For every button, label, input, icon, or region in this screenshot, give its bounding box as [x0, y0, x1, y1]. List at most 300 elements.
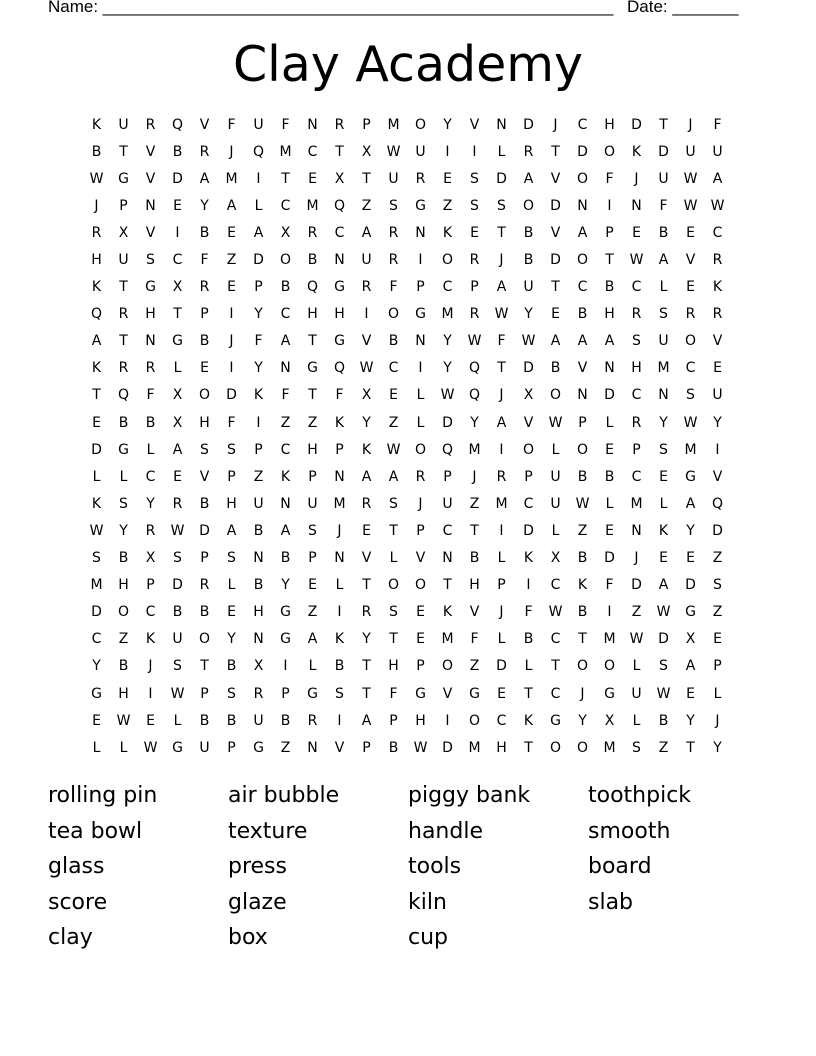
grid-row	[83, 355, 731, 382]
word-list-item: glaze	[228, 889, 287, 915]
grid-cell: E	[713, 360, 722, 377]
word-list-item: box	[228, 925, 268, 950]
grid-cell: I	[418, 252, 423, 269]
grid-cell: I	[607, 604, 612, 621]
grid-cell: C	[172, 252, 183, 269]
grid-cell: U	[658, 333, 669, 350]
grid-cell: Z	[361, 197, 372, 214]
grid-cell: E	[497, 685, 506, 702]
grid-cell: X	[685, 631, 696, 648]
grid-cell: O	[198, 387, 211, 404]
grid-cell: D	[523, 522, 534, 539]
grid-cell: H	[145, 306, 156, 323]
grid-cell: Z	[631, 604, 642, 621]
grid-cell: M	[441, 631, 454, 648]
grid-cell: T	[362, 658, 371, 675]
grid-cell: W	[494, 306, 509, 323]
grid-cell: B	[172, 604, 183, 621]
grid-cell: K	[91, 279, 102, 296]
grid-cell: Y	[254, 306, 263, 323]
grid-cell: L	[497, 143, 506, 160]
grid-cell: N	[307, 739, 318, 756]
grid-cell: U	[307, 495, 318, 512]
grid-cell: O	[549, 387, 562, 404]
grid-cell: T	[308, 387, 317, 404]
grid-cell: W	[683, 414, 698, 431]
grid-cell: I	[526, 577, 531, 594]
grid-cell: H	[91, 252, 102, 269]
grid-cell: B	[577, 550, 588, 567]
grid-cell: L	[308, 658, 317, 675]
grid-cell: N	[631, 197, 642, 214]
grid-cell: N	[577, 197, 588, 214]
grid-cell: E	[605, 522, 614, 539]
grid-cell: R	[685, 306, 696, 323]
grid-cell: A	[307, 631, 318, 648]
grid-cell: S	[173, 658, 182, 675]
grid-cell: P	[281, 685, 290, 702]
grid-cell: J	[94, 197, 99, 214]
grid-cell: W	[413, 739, 428, 756]
grid-cell: J	[229, 143, 234, 160]
grid-cell: P	[389, 712, 398, 729]
grid-cell: B	[523, 252, 534, 269]
grid-cell: W	[170, 685, 185, 702]
grid-cell: R	[469, 252, 480, 269]
grid-cell: Y	[686, 522, 695, 539]
grid-cell: T	[281, 170, 290, 187]
grid-cell: G	[172, 333, 183, 350]
grid-cell: V	[550, 170, 561, 187]
grid-cell: B	[226, 712, 237, 729]
grid-cell: W	[521, 333, 536, 350]
grid-cell: S	[335, 685, 344, 702]
grid-cell: U	[388, 170, 399, 187]
grid-row	[83, 192, 731, 219]
page-title: Clay Academy	[232, 36, 584, 93]
grid-cell: Y	[524, 306, 533, 323]
grid-cell: L	[551, 522, 560, 539]
grid-cell: K	[91, 116, 102, 133]
grid-cell: N	[415, 224, 426, 241]
grid-cell: G	[280, 604, 291, 621]
grid-cell: H	[604, 306, 615, 323]
grid-cell: P	[578, 414, 587, 431]
grid-cell: R	[172, 495, 183, 512]
grid-cell: F	[227, 414, 236, 431]
grid-cell: K	[442, 224, 453, 241]
name-field: Name: ______________________________________________________	[48, 0, 614, 16]
grid-cell: Z	[388, 414, 399, 431]
grid-cell: Y	[227, 631, 236, 648]
grid-cell: G	[253, 739, 264, 756]
grid-cell: T	[605, 252, 614, 269]
grid-cell: S	[470, 170, 479, 187]
grid-cell: N	[442, 550, 453, 567]
grid-cell: T	[362, 577, 371, 594]
grid-cell: Q	[171, 116, 184, 133]
grid-cell: X	[280, 224, 291, 241]
grid-cell: F	[389, 279, 398, 296]
grid-row	[83, 599, 731, 626]
grid-cell: F	[389, 685, 398, 702]
grid-cell: W	[467, 333, 482, 350]
grid-cell: G	[280, 631, 291, 648]
grid-cell: Z	[253, 468, 264, 485]
grid-cell: U	[199, 739, 210, 756]
grid-cell: B	[577, 604, 588, 621]
grid-cell: M	[495, 495, 508, 512]
grid-cell: B	[280, 712, 291, 729]
grid-cell: W	[548, 604, 563, 621]
grid-cell: B	[118, 414, 129, 431]
grid-cell: S	[470, 197, 479, 214]
word-list-item: texture	[228, 818, 308, 844]
grid-cell: I	[499, 522, 504, 539]
grid-cell: F	[200, 252, 209, 269]
grid-cell: W	[629, 631, 644, 648]
grid-cell: T	[524, 685, 533, 702]
grid-cell: S	[146, 252, 155, 269]
grid-cell: O	[576, 658, 589, 675]
grid-cell: Z	[226, 252, 237, 269]
grid-cell: C	[280, 306, 291, 323]
grid-cell: S	[308, 522, 317, 539]
grid-cell: J	[472, 468, 477, 485]
grid-cell: T	[551, 658, 560, 675]
word-list-item: cup	[408, 925, 449, 950]
grid-cell: M	[657, 360, 670, 377]
grid-cell: B	[280, 550, 291, 567]
grid-cell: C	[550, 685, 561, 702]
grid-cell: V	[145, 170, 156, 187]
grid-cell: A	[280, 522, 291, 539]
grid-cell: D	[604, 550, 615, 567]
grid-cell: D	[631, 577, 642, 594]
grid-cell: A	[712, 170, 723, 187]
grid-cell: E	[389, 387, 398, 404]
date-field: Date: _______	[627, 0, 739, 16]
grid-cell: N	[145, 197, 156, 214]
grid-cell: G	[415, 306, 426, 323]
grid-cell: L	[254, 197, 263, 214]
grid-cell: U	[415, 143, 426, 160]
grid-cell: E	[227, 604, 236, 621]
grid-cell: O	[603, 143, 616, 160]
grid-cell: T	[200, 658, 209, 675]
grid-cell: G	[118, 441, 129, 458]
grid-row	[83, 301, 731, 328]
grid-cell: R	[199, 279, 210, 296]
grid-cell: I	[175, 224, 180, 241]
grid-cell: L	[632, 658, 641, 675]
grid-cell: P	[227, 739, 236, 756]
grid-cell: N	[658, 387, 669, 404]
grid-cell: A	[685, 658, 696, 675]
grid-cell: O	[414, 441, 427, 458]
grid-cell: A	[550, 333, 561, 350]
grid-cell: I	[148, 685, 153, 702]
grid-row	[83, 165, 731, 192]
grid-cell: Y	[362, 414, 371, 431]
grid-cell: R	[145, 116, 156, 133]
grid-cell: N	[253, 550, 264, 567]
grid-cell: R	[91, 224, 102, 241]
grid-cell: T	[389, 522, 398, 539]
grid-cell: B	[388, 739, 399, 756]
grid-cell: E	[92, 712, 101, 729]
grid-cell: R	[496, 468, 507, 485]
word-list-item: tea bowl	[48, 818, 143, 844]
grid-cell: D	[199, 522, 210, 539]
grid-cell: W	[683, 197, 698, 214]
grid-cell: J	[418, 495, 423, 512]
grid-cell: A	[604, 333, 615, 350]
grid-cell: D	[604, 387, 615, 404]
word-list-item: rolling pin	[48, 783, 158, 808]
grid-cell: W	[710, 197, 725, 214]
grid-cell: G	[307, 685, 318, 702]
grid-cell: A	[658, 577, 669, 594]
grid-cell: T	[686, 739, 695, 756]
grid-cell: R	[334, 116, 345, 133]
grid-cell: C	[631, 279, 642, 296]
grid-row	[83, 246, 731, 273]
word-list-item: kiln	[408, 889, 447, 915]
grid-cell: P	[416, 658, 425, 675]
grid-row	[83, 274, 731, 301]
grid-cell: Z	[307, 414, 318, 431]
grid-row	[83, 545, 731, 572]
grid-cell: O	[414, 577, 427, 594]
grid-cell: I	[337, 604, 342, 621]
grid-cell: K	[442, 604, 453, 621]
grid-cell: W	[440, 387, 455, 404]
grid-cell: S	[173, 550, 182, 567]
grid-cell: F	[227, 116, 236, 133]
word-list-item: handle	[408, 818, 483, 844]
grid-cell: H	[334, 306, 345, 323]
grid-cell: T	[497, 360, 506, 377]
grid-cell: Y	[362, 631, 371, 648]
grid-cell: N	[280, 495, 291, 512]
grid-cell: R	[415, 468, 426, 485]
grid-cell: L	[416, 387, 425, 404]
grid-cell: T	[308, 333, 317, 350]
grid-cell: D	[91, 604, 102, 621]
grid-cell: G	[172, 739, 183, 756]
grid-cell: L	[173, 712, 182, 729]
grid-cell: Y	[578, 712, 587, 729]
grid-cell: L	[92, 739, 101, 756]
grid-cell: A	[361, 224, 372, 241]
grid-cell: X	[118, 224, 129, 241]
grid-cell: F	[281, 387, 290, 404]
grid-cell: R	[469, 306, 480, 323]
grid-cell: Z	[469, 495, 480, 512]
grid-cell: E	[173, 197, 182, 214]
grid-cell: D	[550, 197, 561, 214]
grid-cell: E	[227, 279, 236, 296]
grid-cell: K	[523, 712, 534, 729]
grid-cell: B	[91, 143, 102, 160]
grid-cell: I	[256, 414, 261, 431]
letter-grid	[83, 111, 731, 761]
grid-cell: H	[307, 441, 318, 458]
grid-cell: D	[172, 170, 183, 187]
grid-cell: F	[281, 116, 290, 133]
grid-cell: A	[388, 468, 399, 485]
grid-row	[83, 517, 731, 544]
grid-cell: S	[227, 441, 236, 458]
grid-cell: O	[414, 116, 427, 133]
grid-cell: Y	[686, 712, 695, 729]
grid-cell: T	[551, 143, 560, 160]
grid-cell: A	[361, 712, 372, 729]
grid-cell: A	[523, 170, 534, 187]
grid-cell: D	[577, 143, 588, 160]
grid-cell: R	[631, 414, 642, 431]
grid-cell: B	[307, 252, 318, 269]
grid-cell: G	[685, 604, 696, 621]
grid-cell: R	[145, 360, 156, 377]
grid-cell: W	[548, 414, 563, 431]
grid-cell: X	[523, 387, 534, 404]
grid-cell: V	[523, 414, 534, 431]
grid-cell: W	[359, 360, 374, 377]
grid-cell: E	[362, 522, 371, 539]
grid-cell: T	[362, 170, 371, 187]
grid-cell: G	[685, 468, 696, 485]
grid-cell: G	[118, 170, 129, 187]
grid-cell: M	[333, 495, 346, 512]
grid-cell: Y	[443, 116, 452, 133]
grid-cell: H	[199, 414, 210, 431]
grid-cell: F	[470, 631, 479, 648]
grid-cell: D	[496, 170, 507, 187]
grid-cell: B	[253, 522, 264, 539]
grid-cell: H	[631, 360, 642, 377]
grid-cell: B	[172, 143, 183, 160]
grid-cell: P	[443, 468, 452, 485]
grid-cell: K	[658, 522, 669, 539]
grid-row	[83, 490, 731, 517]
grid-cell: K	[712, 279, 723, 296]
grid-cell: L	[119, 739, 128, 756]
grid-cell: T	[173, 306, 182, 323]
grid-cell: I	[418, 360, 423, 377]
grid-row	[83, 328, 731, 355]
grid-cell: Y	[443, 360, 452, 377]
grid-cell: V	[469, 116, 480, 133]
grid-cell: P	[713, 658, 722, 675]
grid-cell: F	[659, 197, 668, 214]
grid-cell: T	[92, 387, 101, 404]
grid-cell: K	[334, 414, 345, 431]
grid-cell: Q	[117, 387, 130, 404]
grid-row	[83, 653, 731, 680]
grid-cell: P	[632, 441, 641, 458]
grid-cell: G	[91, 685, 102, 702]
grid-cell: M	[603, 739, 616, 756]
grid-cell: C	[550, 631, 561, 648]
grid-cell: C	[577, 116, 588, 133]
grid-cell: L	[605, 414, 614, 431]
grid-cell: B	[523, 631, 534, 648]
grid-cell: E	[686, 685, 695, 702]
grid-cell: K	[280, 468, 291, 485]
grid-cell: E	[146, 712, 155, 729]
grid-cell: W	[629, 252, 644, 269]
grid-cell: O	[576, 252, 589, 269]
grid-cell: C	[334, 224, 345, 241]
grid-cell: X	[145, 550, 156, 567]
grid-cell: L	[632, 712, 641, 729]
grid-cell: F	[254, 333, 263, 350]
grid-cell: Y	[200, 197, 209, 214]
grid-cell: R	[712, 306, 723, 323]
grid-cell: O	[117, 604, 130, 621]
grid-cell: C	[631, 387, 642, 404]
grid-cell: N	[415, 333, 426, 350]
grid-cell: J	[688, 116, 693, 133]
grid-cell: E	[632, 224, 641, 241]
grid-cell: P	[362, 116, 371, 133]
grid-cell: U	[361, 252, 372, 269]
grid-cell: I	[715, 441, 720, 458]
grid-cell: N	[604, 360, 615, 377]
grid-cell: J	[715, 712, 720, 729]
grid-cell: O	[522, 197, 535, 214]
grid-cell: W	[575, 495, 590, 512]
grid-cell: B	[577, 468, 588, 485]
grid-cell: Q	[333, 197, 346, 214]
grid-cell: P	[497, 577, 506, 594]
grid-cell: E	[713, 631, 722, 648]
grid-cell: N	[145, 333, 156, 350]
grid-cell: O	[468, 712, 481, 729]
grid-cell: B	[550, 360, 561, 377]
word-list-item: piggy bank	[408, 783, 531, 808]
grid-cell: I	[445, 143, 450, 160]
grid-cell: V	[712, 468, 723, 485]
grid-cell: J	[229, 333, 234, 350]
grid-cell: Y	[713, 414, 722, 431]
grid-cell: D	[253, 252, 264, 269]
grid-cell: S	[389, 495, 398, 512]
grid-cell: B	[199, 495, 210, 512]
grid-cell: D	[523, 360, 534, 377]
grid-cell: Z	[442, 197, 453, 214]
grid-cell: A	[199, 170, 210, 187]
grid-cell: C	[631, 468, 642, 485]
grid-cell: V	[469, 604, 480, 621]
grid-cell: V	[361, 333, 372, 350]
grid-cell: A	[496, 414, 507, 431]
grid-cell: P	[227, 468, 236, 485]
grid-cell: S	[389, 197, 398, 214]
grid-cell: O	[522, 441, 535, 458]
grid-cell: D	[172, 577, 183, 594]
word-list-item: tools	[408, 854, 462, 879]
grid-cell: P	[470, 279, 479, 296]
grid-cell: L	[497, 631, 506, 648]
grid-cell: E	[659, 468, 668, 485]
grid-cell: U	[118, 116, 129, 133]
grid-cell: O	[684, 333, 697, 350]
grid-row	[83, 409, 731, 436]
grid-cell: B	[199, 604, 210, 621]
